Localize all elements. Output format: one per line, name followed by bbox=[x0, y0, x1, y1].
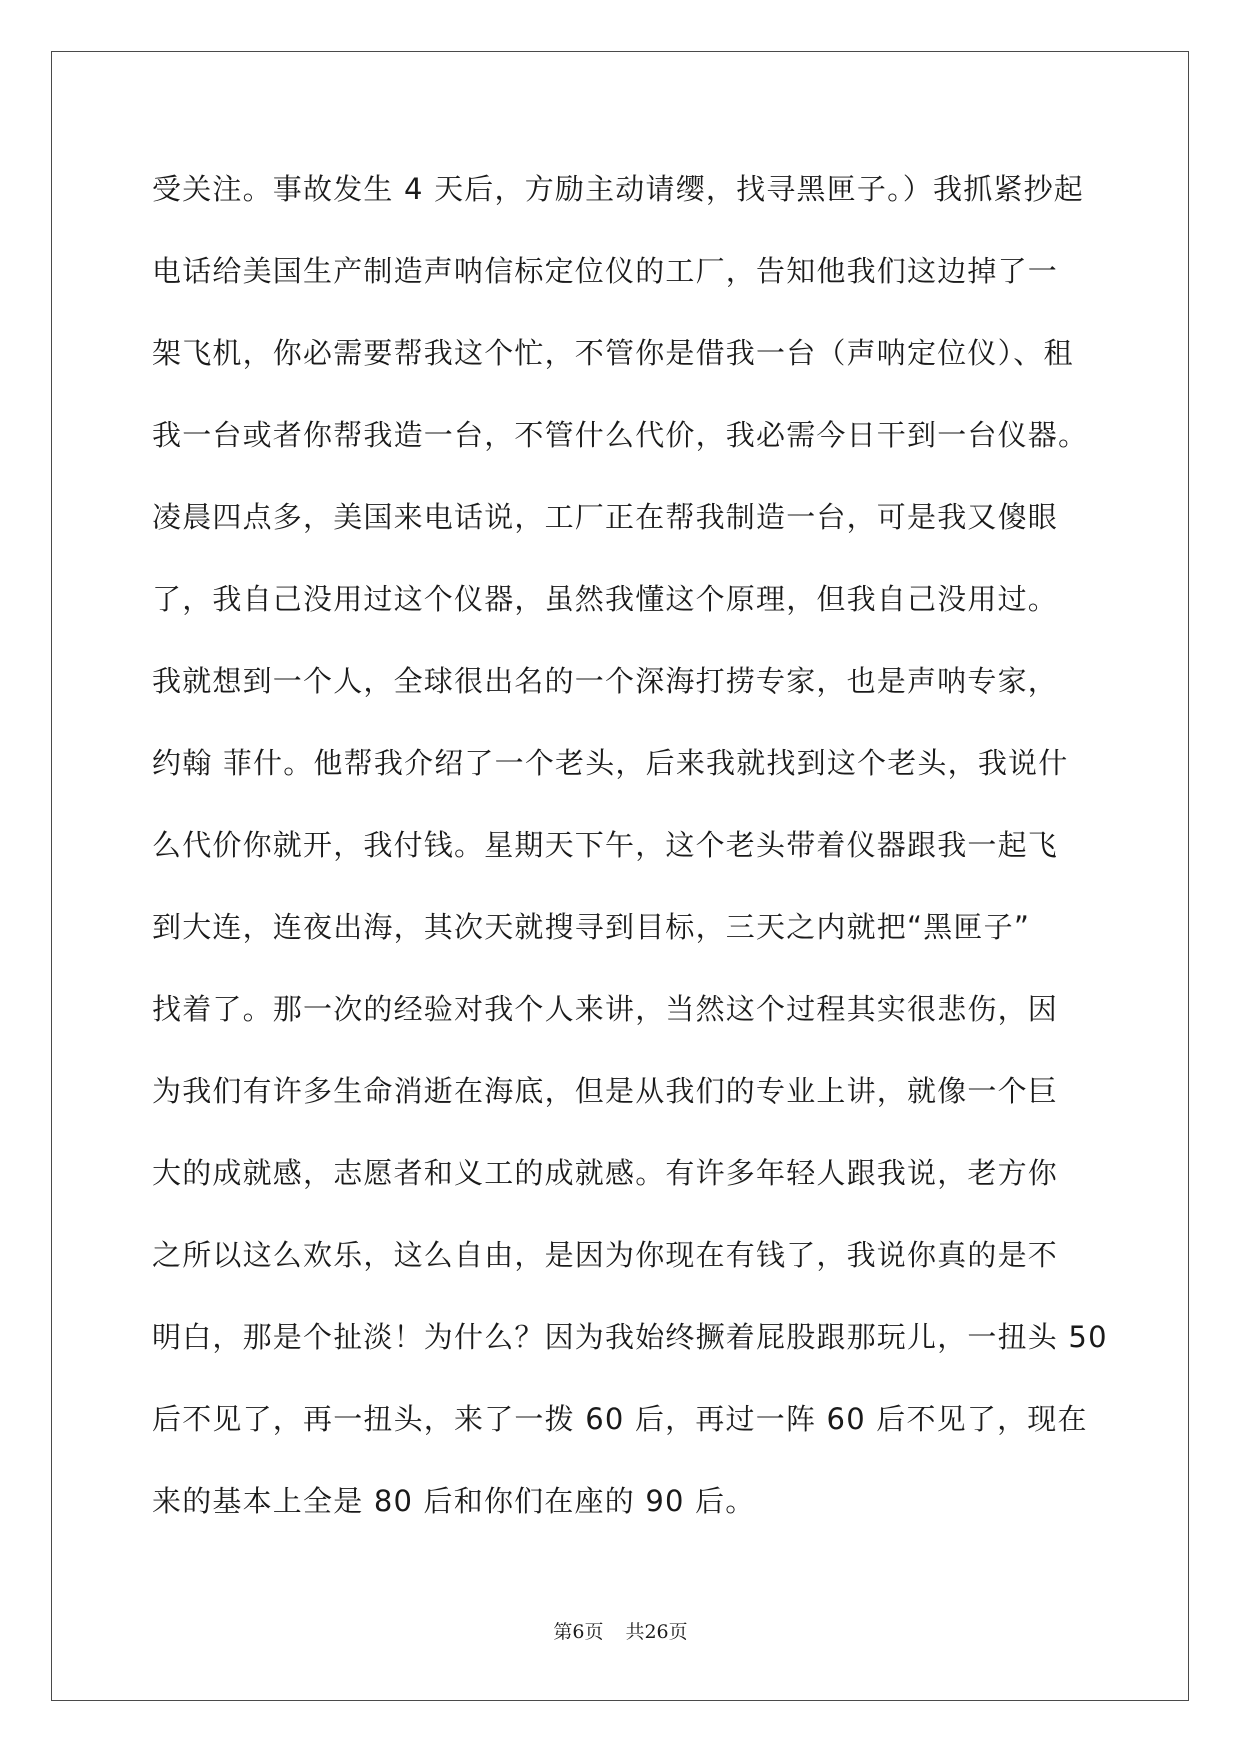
text-line: 受关注。事故发生 4 天后，方励主动请缨，找寻黑匣子。）我抓紧抄起 bbox=[152, 172, 1084, 206]
text-line: 之所以这么欢乐，这么自由，是因为你现在有钱了，我说你真的是不 bbox=[152, 1238, 1059, 1272]
text-line: 来的基本上全是 80 后和你们在座的 90 后。 bbox=[152, 1484, 756, 1518]
text-line: 电话给美国生产制造声呐信标定位仪的工厂，告知他我们这边掉了一 bbox=[152, 254, 1059, 288]
text-line: 后不见了，再一扭头，来了一拨 60 后，再过一阵 60 后不见了，现在 bbox=[152, 1402, 1088, 1436]
text-line: 我一台或者你帮我造一台，不管什么代价，我必需今日干到一台仪器。 bbox=[152, 418, 1089, 452]
text-line: 明白，那是个扯淡！为什么？因为我始终撅着屁股跟那玩儿，一扭头 50 bbox=[152, 1320, 1108, 1354]
page-footer bbox=[0, 1617, 1241, 1644]
page-number-total: 共26页 bbox=[625, 1621, 688, 1643]
body-text bbox=[152, 160, 1112, 1554]
text-line: 找着了。那一次的经验对我个人来讲，当然这个过程其实很悲伤，因 bbox=[152, 992, 1059, 1026]
text-line: 大的成就感，志愿者和义工的成就感。有许多年轻人跟我说，老方你 bbox=[152, 1156, 1059, 1190]
text-line: 了，我自己没用过这个仪器，虽然我懂这个原理，但我自己没用过。 bbox=[152, 582, 1059, 616]
text-line: 约翰 菲什。他帮我介绍了一个老头，后来我就找到这个老头，我说什 bbox=[152, 746, 1069, 780]
text-line: 架飞机，你必需要帮我这个忙，不管你是借我一台（声呐定位仪）、租 bbox=[152, 336, 1074, 370]
text-line: 么代价你就开，我付钱。星期天下午，这个老头带着仪器跟我一起飞 bbox=[152, 828, 1059, 862]
text-line: 到大连，连夜出海，其次天就搜寻到目标，三天之内就把“黑匣子” bbox=[152, 910, 1031, 944]
page-number-current: 第6页 bbox=[553, 1621, 604, 1643]
text-line: 为我们有许多生命消逝在海底，但是从我们的专业上讲，就像一个巨 bbox=[152, 1074, 1059, 1108]
text-line: 我就想到一个人，全球很出名的一个深海打捞专家，也是声呐专家， bbox=[152, 664, 1059, 698]
text-line: 凌晨四点多，美国来电话说，工厂正在帮我制造一台，可是我又傻眼 bbox=[152, 500, 1059, 534]
